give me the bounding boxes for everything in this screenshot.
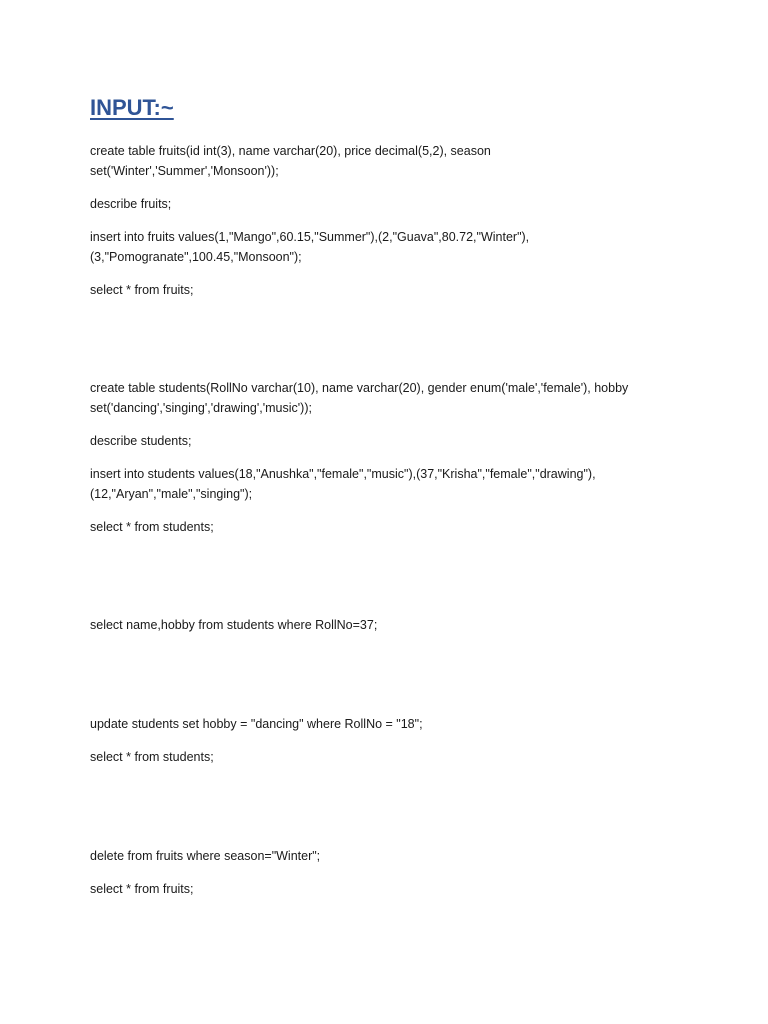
sql-line: select * from fruits;: [90, 283, 194, 297]
sql-line: (12,"Aryan","male","singing");: [90, 487, 253, 501]
sql-line: delete from fruits where season="Winter";: [90, 849, 321, 863]
sql-line: set('Winter','Summer','Monsoon'));: [90, 164, 279, 178]
sql-line: select name,hobby from students where RollNo=37;: [90, 618, 378, 632]
sql-line: (3,"Pomogranate",100.45,"Monsoon");: [90, 250, 302, 264]
sql-line: update students set hobby = "dancing" where RollNo = "18";: [90, 717, 423, 731]
sql-line: describe students;: [90, 434, 192, 448]
sql-line: create table fruits(id int(3), name varchar(20), price decimal(5,2), season: [90, 144, 491, 158]
heading-input: INPUT:~: [90, 95, 174, 120]
sql-line: select * from students;: [90, 750, 214, 764]
sql-line: insert into students values(18,"Anushka","female","music"),(37,"Krisha","female","drawing"),: [90, 467, 596, 481]
sql-line: create table students(RollNo varchar(10), name varchar(20), gender enum('male','female'), hobby: [90, 381, 629, 395]
sql-line: select * from students;: [90, 520, 214, 534]
sql-line: insert into fruits values(1,"Mango",60.15,"Summer"),(2,"Guava",80.72,"Winter"),: [90, 230, 530, 244]
sql-line: describe fruits;: [90, 197, 172, 211]
sql-line: select * from fruits;: [90, 882, 194, 896]
sql-line: set('dancing','singing','drawing','music'));: [90, 401, 312, 415]
